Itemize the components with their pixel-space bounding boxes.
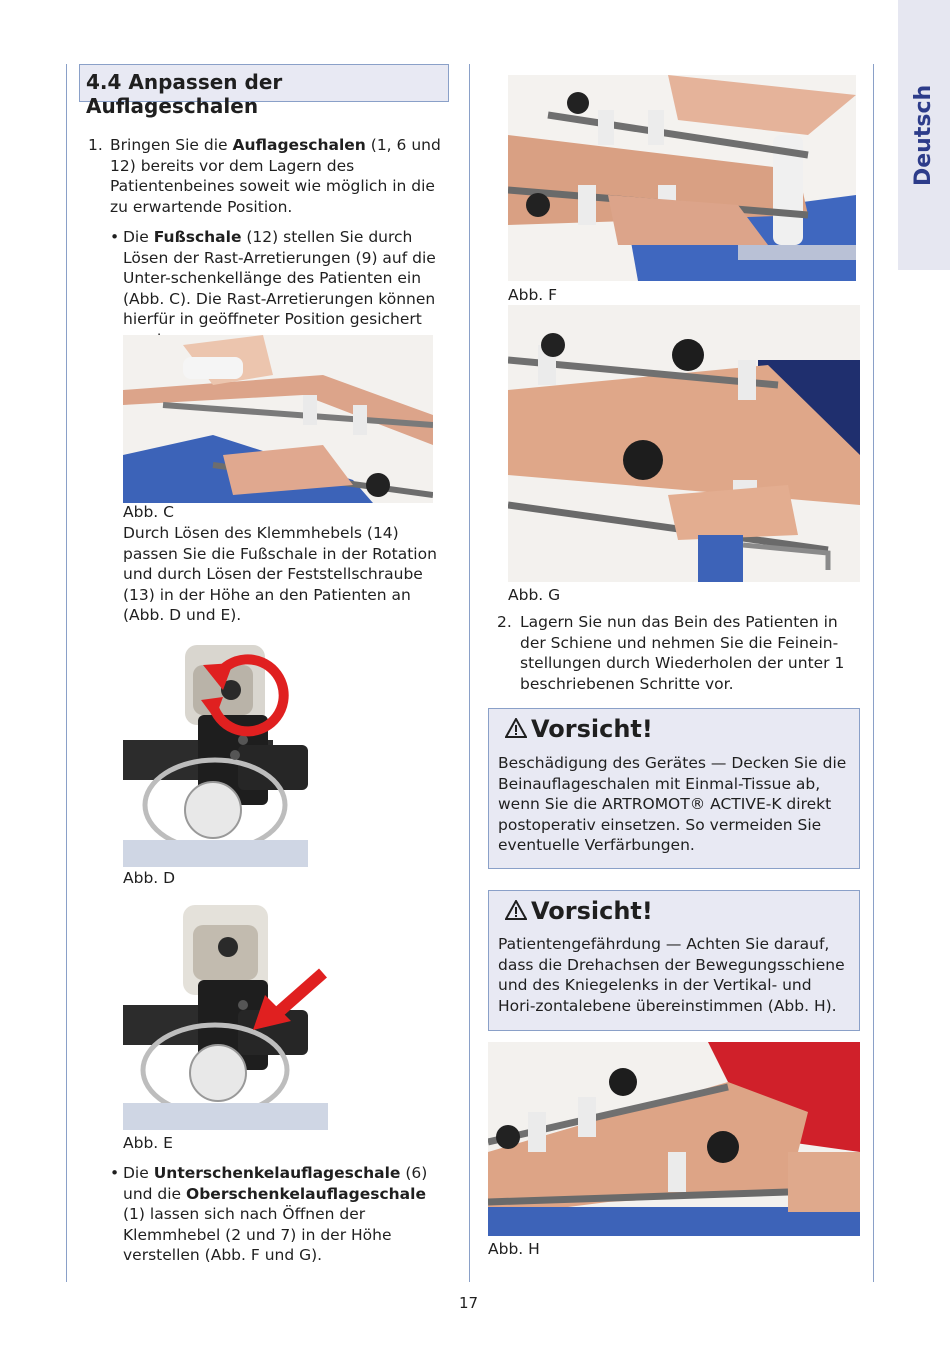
step-number-1: 1.	[88, 136, 103, 154]
bullet-1-post: (12) stellen Sie durch Lösen der Rast-Arretierungen (9) auf die Unter-schenkellänge des Patienten ein (Abb. C). Die Rast-Arretierungen können hierfür in geöffneter Position gesichert	[123, 228, 436, 328]
photo-abb-e	[123, 905, 328, 1130]
bullet-1-bold: Fußschale	[153, 228, 242, 246]
bullet-dot-2: •	[110, 1164, 120, 1182]
bullet-dot-1: •	[110, 228, 120, 246]
language-tab-label: Deutsch	[911, 84, 936, 186]
step-1-text-bold: Auflageschalen	[232, 136, 366, 154]
bullet-2-pre: Die	[123, 1164, 154, 1182]
column-rule-middle	[469, 64, 470, 1282]
language-tab	[898, 0, 950, 270]
warning-icon	[505, 718, 527, 738]
caption-abb-d: Abb. D	[123, 869, 176, 887]
warning-body-1: Beschädigung des Gerätes — Decken Sie die Beinauflageschalen mit Einmal-Tissue ab, wenn Sie die ARTROMOT® ACTIVE-K direkt postoperativ einsetzen. So vermeiden Sie eventuelle Verfärbungen.	[498, 754, 847, 854]
photo-abb-g	[508, 305, 860, 582]
caption-abb-c: Abb. C	[123, 503, 174, 521]
warning-title-2	[505, 897, 653, 925]
warning-title-1	[505, 715, 653, 743]
column-rule-left	[66, 64, 67, 1282]
warning-title-1-text: Vorsicht!	[531, 715, 653, 743]
step-2-text: Lagern Sie nun das Bein des Patienten in der Schiene und nehmen Sie die Feinein-stellungen durch Wiederholen der unter 1 beschriebenen Schritte vor.	[520, 613, 845, 693]
bullet-2-post: (1) lassen sich nach Öffnen der Klemmhebel (2 und 7) in der Höhe verstellen (Abb. F und G).	[123, 1205, 392, 1264]
photo-abb-d	[123, 645, 308, 867]
bullet-2-text	[123, 1163, 448, 1266]
bullet-1-pre: Die	[123, 228, 154, 246]
text-abb-c: Durch Lösen des Klemmhebels (14) passen Sie die Fußschale in der Rotation und durch Lösen der Feststellschraube (13) in der Höhe an den Patienten an (Abb. D und E).	[123, 524, 437, 624]
warning-box-1	[488, 708, 860, 869]
bullet-2-bold-1: Unterschenkelauflageschale	[153, 1164, 401, 1182]
photo-abb-h	[488, 1042, 860, 1236]
bullet-1-text	[123, 227, 448, 350]
step-1-text	[110, 135, 455, 217]
step-number-2: 2.	[497, 613, 512, 631]
warning-title-2-text: Vorsicht!	[531, 897, 653, 925]
step-1-text-pre: Bringen Sie die	[110, 136, 233, 154]
bullet-2-mid: (6) und die	[123, 1164, 428, 1203]
caption-abb-e: Abb. E	[123, 1134, 173, 1152]
warning-body-2: Patientengefährdung — Achten Sie darauf, dass die Drehachsen der Bewegungsschiene und des Kniegelenks in der Vertikal- und Hori-zontalebene übereinstimmen (Abb. H).	[498, 935, 845, 1015]
page-number: 17	[459, 1294, 479, 1312]
column-rule-right	[873, 64, 874, 1282]
warning-icon	[505, 900, 527, 920]
section-heading	[79, 64, 449, 118]
section-title: 4.4 Anpassen der Auflageschalen	[86, 70, 283, 118]
photo-abb-f	[508, 75, 856, 281]
warning-box-2	[488, 890, 860, 1031]
step-1-text-post: (1, 6 und 12) bereits vor dem Lagern des Patientenbeines soweit wie möglich in die zu erwartende Position.	[110, 136, 441, 216]
photo-abb-c	[123, 335, 433, 503]
caption-abb-f: Abb. F	[508, 286, 558, 304]
bullet-2-bold-2: Oberschenkelauflageschale	[186, 1184, 426, 1203]
caption-abb-g: Abb. G	[508, 586, 561, 604]
caption-abb-h: Abb. H	[488, 1240, 540, 1258]
